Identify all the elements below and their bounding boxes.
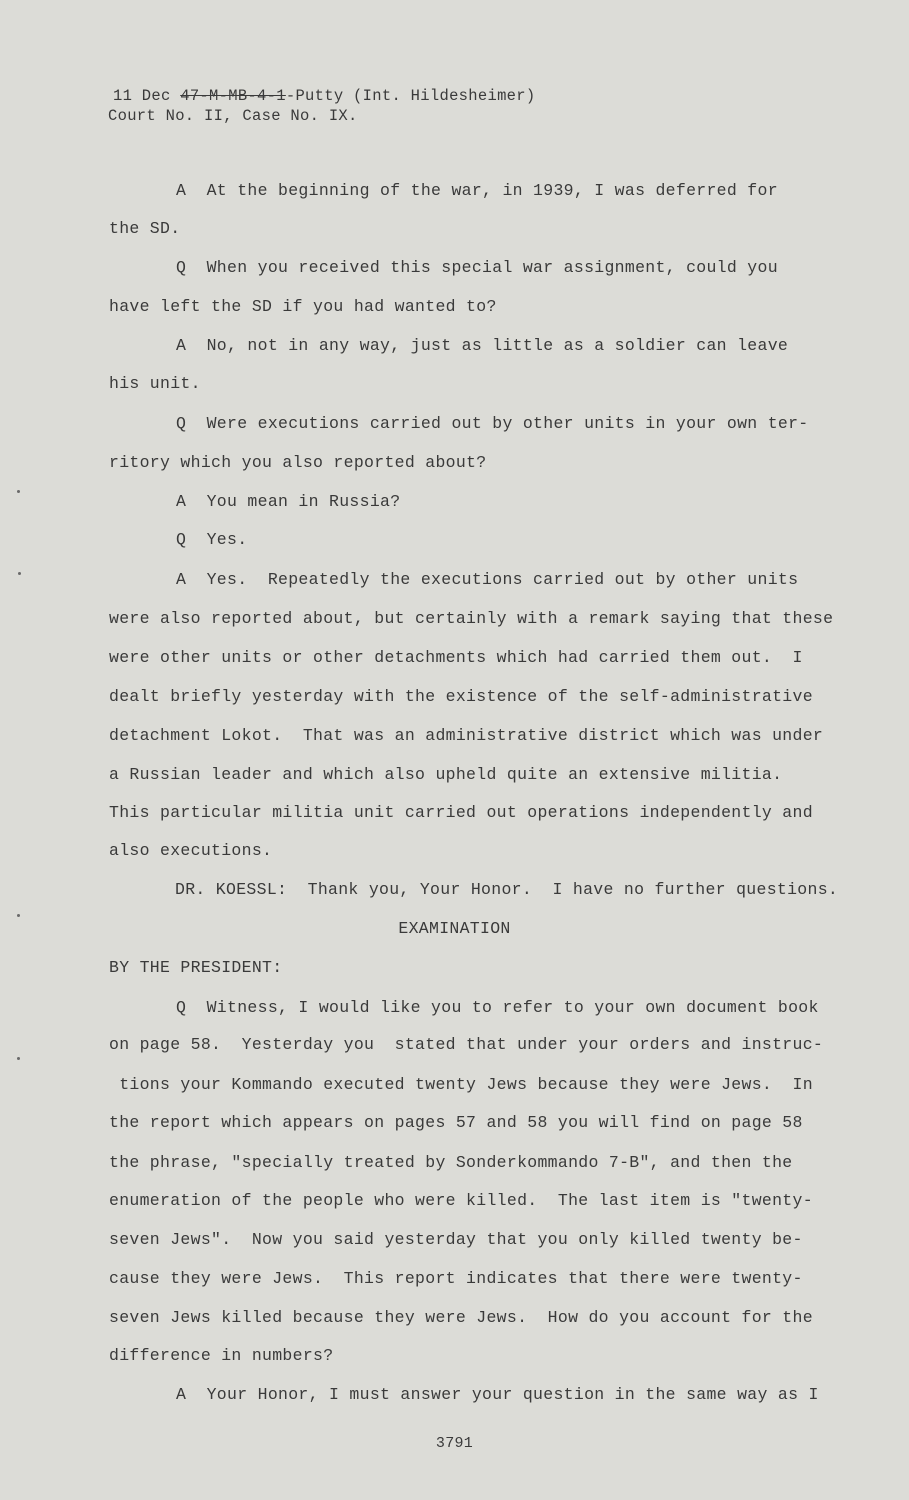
reporter-interpreter: -Putty (Int. Hildesheimer) [285,87,536,105]
transcript-line: Q When you received this special war assignment, could you [176,258,778,277]
margin-mark [17,490,20,493]
section-heading: EXAMINATION [398,919,511,938]
margin-mark [17,1057,20,1060]
struck-reference-code: 47-M-MB-4-1 [180,87,286,105]
transcript-line: seven Jews killed because they were Jews. How do you account for the [109,1308,813,1327]
transcript-line: detachment Lokot. That was an administrative district which was under [109,726,824,745]
margin-mark [18,572,21,575]
transcript-line: ritory which you also reported about? [109,453,487,472]
transcript-line: the phrase, "specially treated by Sonderkommando 7-B", and then the [109,1153,793,1172]
page-number: 3791 [435,1435,474,1452]
transcript-line: difference in numbers? [109,1346,334,1365]
transcript-line: tions your Kommando executed twenty Jews because they were Jews. In [109,1075,813,1094]
date-reporter-line [113,86,535,106]
transcript-line: have left the SD if you had wanted to? [109,297,497,316]
examiner-label: BY THE PRESIDENT: [109,958,283,977]
transcript-line: on page 58. Yesterday you stated that under your orders and instruc- [109,1035,824,1054]
transcript-line: A No, not in any way, just as little as a soldier can leave [176,336,789,355]
transcript-line: Q Were executions carried out by other units in your own ter- [176,414,809,433]
transcript-line: This particular militia unit carried out operations independently and [109,803,813,822]
transcript-line: his unit. [109,374,201,393]
transcript-line: cause they were Jews. This report indicates that there were twenty- [109,1269,803,1288]
transcript-line: Q Witness, I would like you to refer to your own document book [176,998,819,1017]
transcript-line: were other units or other detachments which had carried them out. I [109,648,803,667]
transcript-line: seven Jews". Now you said yesterday that you only killed twenty be- [109,1230,803,1249]
transcript-line: a Russian leader and which also upheld quite an extensive militia. [109,765,783,784]
transcript-line: A Yes. Repeatedly the executions carried out by other units [176,570,799,589]
transcript-line: were also reported about, but certainly with a remark saying that these [109,609,834,628]
transcript-line: enumeration of the people who were killed. The last item is "twenty- [109,1191,813,1210]
transcript-line: the SD. [109,219,181,238]
date-prefix: 11 Dec [113,87,181,105]
margin-mark [17,914,20,917]
transcript-line: the report which appears on pages 57 and 58 you will find on page 58 [109,1113,803,1132]
court-case-line: Court No. II, Case No. IX. [108,107,358,125]
transcript-line: A Your Honor, I must answer your question in the same way as I [176,1385,819,1404]
transcript-line: Q Yes. [176,530,248,549]
transcript-line: DR. KOESSL: Thank you, Your Honor. I have no further questions. [175,880,839,899]
transcript-line: A At the beginning of the war, in 1939, I was deferred for [176,181,778,200]
transcript-line: also executions. [109,841,273,860]
transcript-line: dealt briefly yesterday with the existence of the self-administrative [109,687,813,706]
transcript-line: A You mean in Russia? [176,492,401,511]
